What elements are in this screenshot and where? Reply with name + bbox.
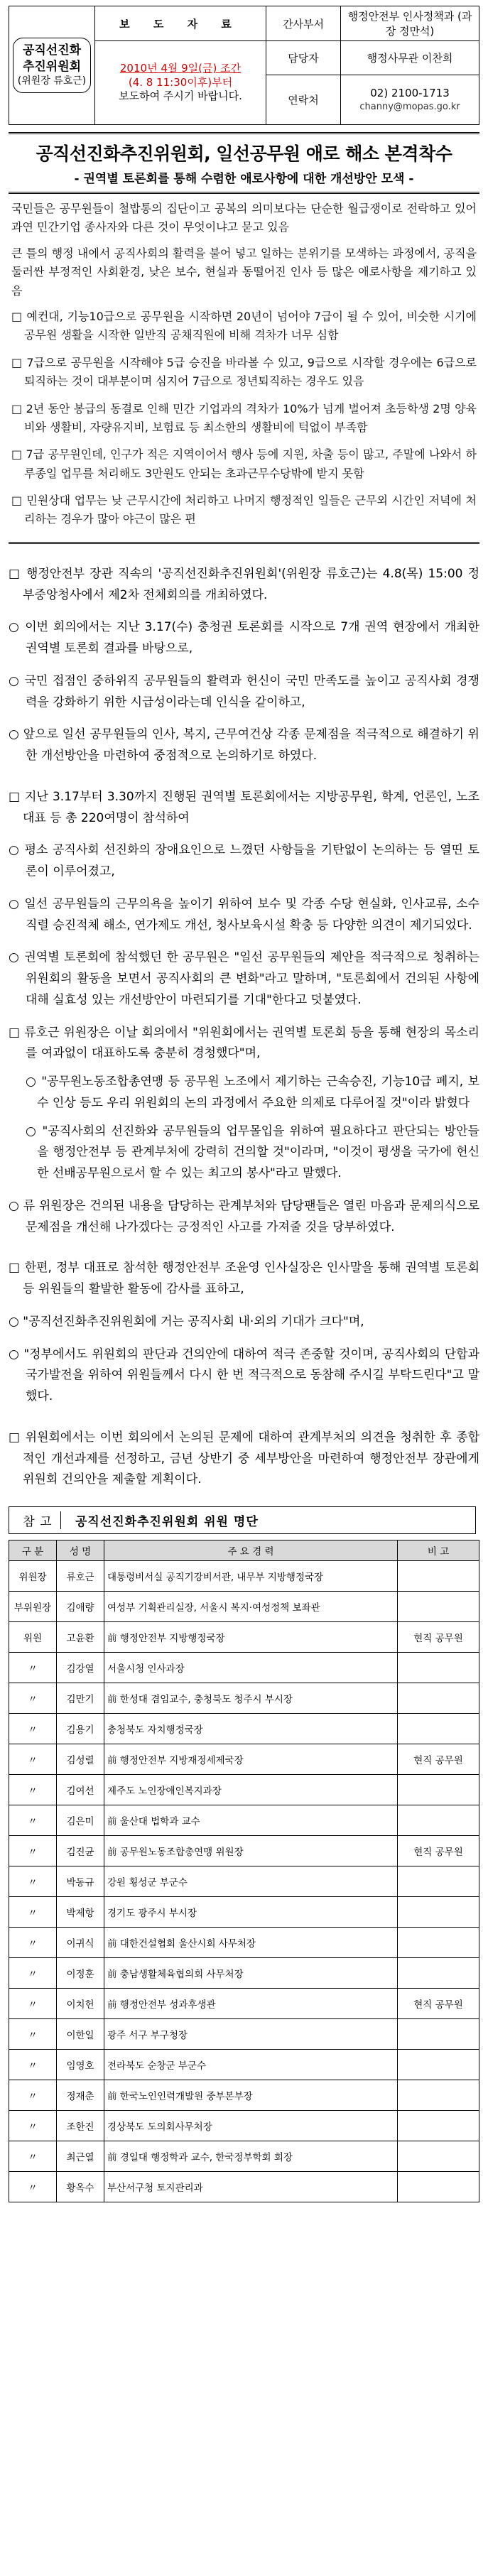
section-forums — [9, 787, 479, 1239]
member-role: 부위원장 — [9, 1592, 57, 1622]
member-name: 정재춘 — [57, 2080, 104, 2111]
member-career: 부산서구청 토지관리과 — [104, 2172, 398, 2202]
member-note — [398, 1805, 479, 1836]
seal-line1: 공직선진화 — [22, 43, 82, 58]
member-name: 김여선 — [57, 1775, 104, 1805]
member-career: 前 행정안전부 지방행정국장 — [104, 1622, 398, 1653]
member-note — [398, 2141, 479, 2172]
label-contact-person: 담당자 — [266, 41, 341, 75]
member-name: 이한일 — [57, 2019, 104, 2050]
member-table-header — [9, 1540, 479, 1561]
summary-bullet: □ 7급으로 공무원을 시작해야 5급 승진을 바라볼 수 있고, 9급으로 시작할 경우에는 6급으로 퇴직하는 것이 대부분이며 심지어 7급으로 정년퇴직하는 경우도 있음 — [11, 355, 477, 388]
member-note — [398, 2111, 479, 2141]
member-note: 현직 공무원 — [398, 1622, 479, 1653]
member-name: 김애량 — [57, 1592, 104, 1622]
member-role: 〃 — [9, 2050, 57, 2080]
member-name: 김용기 — [57, 1714, 104, 1744]
member-career: 경기도 광주시 부시장 — [104, 1897, 398, 1928]
member-career: 충청북도 자치행정국장 — [104, 1714, 398, 1744]
section-item: □ 류호근 위원장은 이날 회의에서 "위원회에서는 권역별 토론회 등을 통해 현장의 목소리를 여과없이 대표하도록 충분히 경청했다"며, — [9, 1025, 479, 1061]
member-career: 前 울산대 법학과 교수 — [104, 1805, 398, 1836]
member-note — [398, 1592, 479, 1622]
member-career: 前 충남생활체육협의회 사무처장 — [104, 1958, 398, 1989]
member-career: 前 행정안전부 지방재정세제국장 — [104, 1744, 398, 1775]
seal-line3: (위원장 류호근) — [17, 75, 87, 87]
member-role: 〃 — [9, 2141, 57, 2172]
member-role: 〃 — [9, 2019, 57, 2050]
member-role: 〃 — [9, 1989, 57, 2019]
summary-box — [9, 194, 479, 544]
member-note — [398, 1897, 479, 1928]
member-note — [398, 1683, 479, 1714]
table-row — [9, 1714, 479, 1744]
member-name: 류호근 — [57, 1561, 104, 1592]
member-career: 대통령비서실 공직기강비서관, 내무부 지방행정국장 — [104, 1561, 398, 1592]
member-name: 임영호 — [57, 2050, 104, 2080]
col-header: 구 분 — [9, 1540, 57, 1561]
table-row — [9, 1683, 479, 1714]
member-role: 위원 — [9, 1622, 57, 1653]
member-note — [398, 1714, 479, 1744]
page-subtitle: - 권역별 토론회를 통해 수렴한 애로사항에 대한 개선방안 모색 - — [74, 172, 414, 186]
table-row — [9, 1744, 479, 1775]
member-role: 〃 — [9, 2080, 57, 2111]
summary-paragraph: 국민들은 공무원들이 철밥통의 집단이고 공복의 의미보다는 단순한 월급쟁이로 전락하고 있어 과연 민간기업 종사자와 다른 것이 무엇이냐고 묻고 있음 — [11, 202, 477, 234]
summary-bullet: □ 7급 공무원인데, 인구가 적은 지역이어서 행사 등에 지원, 차출 등이 많고, 주말에 나와서 하루종일 업무를 처리해도 3만원도 안되는 초과근무수당밖에 받지 못함 — [11, 447, 477, 480]
member-name: 김만기 — [57, 1683, 104, 1714]
section-head: □ 지난 3.17부터 3.30까지 진행된 권역별 토론회에서는 지방공무원, 학계, 언론인, 노조대표 등 총 220여명이 참석하여 — [9, 789, 479, 825]
member-career: 강원 횡성군 부군수 — [104, 1866, 398, 1897]
table-row — [9, 2080, 479, 2111]
table-row — [9, 2172, 479, 2202]
member-table-body — [9, 1561, 479, 2202]
committee-seal — [9, 6, 95, 125]
section-subitem: ○ "공직사회의 선진화와 공무원들의 업무몰입을 위하여 필요하다고 판단되는 방안들을 행정안전부 등 관계부처에 강력히 건의할 것"이라며, "이것이 평생을 국가에 헌신한 선배공무원으로서 할 수 있는 최고의 봉사"라고 말했다. — [26, 1124, 479, 1181]
member-role: 〃 — [9, 1958, 57, 1989]
member-role: 〃 — [9, 1744, 57, 1775]
table-row — [9, 2111, 479, 2141]
col-header: 성 명 — [57, 1540, 104, 1561]
table-row — [9, 1592, 479, 1622]
member-note — [398, 1561, 479, 1592]
member-note — [398, 2080, 479, 2111]
section-head: □ 위원회에서는 이번 회의에서 논의된 문제에 대하여 관계부처의 의견을 청취한 후 종합적인 개선과제를 선정하고, 금년 상반기 중 세부방안을 마련하여 행정안전부 장관에게 위원회 건의안을 제출할 계획이다. — [9, 1430, 479, 1487]
member-role: 〃 — [9, 1805, 57, 1836]
member-role: 〃 — [9, 2172, 57, 2202]
committee-name-box — [13, 38, 92, 94]
member-career: 경상북도 도의회사무처장 — [104, 2111, 398, 2141]
table-row — [9, 1836, 479, 1866]
section-item: ○ "공직선진화추진위원회에 거는 공직사회 내·외의 기대가 크다"며, — [9, 1314, 364, 1329]
summary-bullet: □ 2년 동안 봉급의 동결로 인해 민간 기업과의 격차가 10%가 넘게 벌어져 초등학생 2명 양육비와 생활비, 자량유지비, 보험료 등 최소한의 생활비에 턱없이 부족함 — [11, 401, 477, 434]
value-contact — [341, 75, 479, 124]
table-row — [9, 2050, 479, 2080]
member-role: 〃 — [9, 1897, 57, 1928]
table-row — [9, 1897, 479, 1928]
member-career: 서울시청 인사과장 — [104, 1653, 398, 1683]
seal-line2: 추진위원회 — [22, 59, 82, 74]
header-table — [9, 6, 479, 125]
table-row — [9, 1653, 479, 1683]
embargo-line2: (4. 8 11:30이후)부터 — [128, 75, 233, 89]
member-career: 광주 서구 부구청장 — [104, 2019, 398, 2050]
member-role: 〃 — [9, 1714, 57, 1744]
member-career: 여성부 기획관리실장, 서울시 복지·여성정책 보좌관 — [104, 1592, 398, 1622]
member-note — [398, 1958, 479, 1989]
member-name: 김진균 — [57, 1836, 104, 1866]
member-role: 위원장 — [9, 1561, 57, 1592]
reference-title — [9, 1506, 476, 1534]
summary-bullet: □ 민원상대 업무는 낮 근무시간에 처리하고 나머지 행정적인 일들은 근무외 시간인 저녁에 처리하는 경우가 많아 야근이 많은 편 — [11, 494, 477, 526]
section-item: ○ 국민 접점인 중하위직 공무원들의 활력과 헌신이 국민 만족도를 높이고 공직사회 경쟁력을 강화하기 위한 시급성이라는데 인식을 같이하고, — [9, 673, 479, 710]
member-note: 현직 공무원 — [398, 1744, 479, 1775]
member-career: 前 한성대 겸임교수, 충청북도 청주시 부시장 — [104, 1683, 398, 1714]
table-row — [9, 1866, 479, 1897]
section-item: ○ "정부에서도 위원회의 판단과 건의안에 대하여 적극 존중할 것이며, 공직사회의 단합과 국가발전을 위하여 위원들께서 다시 한 번 적극적으로 동참해 주시길 부탁드린다"고 말했다. — [9, 1347, 479, 1404]
member-career: 前 대한건설협회 울산시회 사무처장 — [104, 1928, 398, 1958]
member-table — [9, 1540, 479, 2202]
member-note: 현직 공무원 — [398, 1836, 479, 1866]
member-name: 황옥수 — [57, 2172, 104, 2202]
table-row — [9, 1775, 479, 1805]
member-career: 제주도 노인장애인복지과장 — [104, 1775, 398, 1805]
member-name: 이치헌 — [57, 1989, 104, 2019]
member-note — [398, 2172, 479, 2202]
member-name: 최근열 — [57, 2141, 104, 2172]
member-name: 김은미 — [57, 1805, 104, 1836]
member-note — [398, 1653, 479, 1683]
member-role: 〃 — [9, 1866, 57, 1897]
member-role: 〃 — [9, 1683, 57, 1714]
table-row — [9, 1561, 479, 1592]
member-career: 前 경일대 행정학과 교수, 한국정부학회 회장 — [104, 2141, 398, 2172]
table-row — [9, 1805, 479, 1836]
section-government — [9, 1258, 479, 1408]
section-item: ○ 평소 공직사회 선진화의 장애요인으로 느꼈던 사항들을 기탄없이 논의하는 등 열띤 토론이 이루어졌고, — [9, 843, 479, 879]
value-contact-person: 행정사무관 이찬희 — [341, 41, 479, 75]
doc-type: 보 도 자 료 — [95, 6, 266, 41]
member-name: 조한진 — [57, 2111, 104, 2141]
col-header: 비 고 — [398, 1540, 479, 1561]
section-subitem: ○ "공무원노동조합총연맹 등 공무원 노조에서 제기하는 근속승진, 기능10급 폐지, 보수 인상 등도 우리 위원회의 논의 과정에서 주요한 의제로 다루어질 것"이라 밝혔다 — [26, 1075, 479, 1110]
member-name: 김강열 — [57, 1653, 104, 1683]
title-block — [9, 132, 479, 194]
table-row — [9, 1928, 479, 1958]
member-note — [398, 1928, 479, 1958]
section-item: ○ 류 위원장은 건의된 내용을 담당하는 관계부처와 담당팬들은 열린 마음과 문제의식으로 문제점을 개선해 나가겠다는 긍정적인 사고를 가져줄 것을 당부하였다. — [9, 1198, 479, 1234]
value-phone: 02) 2100-1713 — [370, 87, 450, 100]
summary-paragraph: 큰 틀의 행정 내에서 공직사회의 활력을 불어 넣고 일하는 분위기를 모색하는 과정에서, 공직을 둘러싼 부정적인 사회환경, 낮은 보수, 현실과 동떨어진 인사 등 많은 애로사항을 제기하고 있음 — [11, 246, 477, 298]
section-plan — [9, 1428, 479, 1491]
embargo-line3: 보도하여 주시기 바랍니다. — [119, 89, 242, 103]
member-name: 김성렬 — [57, 1744, 104, 1775]
member-career: 전라북도 순창군 부군수 — [104, 2050, 398, 2080]
embargo-line1: 2010년 4월 9일(금) 조간 — [119, 62, 242, 75]
table-row — [9, 2019, 479, 2050]
member-role: 〃 — [9, 1928, 57, 1958]
member-role: 〃 — [9, 2111, 57, 2141]
label-manager: 간사부서 — [266, 6, 341, 41]
member-career: 前 공무원노동조합총연맹 위원장 — [104, 1836, 398, 1866]
col-header: 주 요 경 력 — [104, 1540, 398, 1561]
section-item: ○ 일선 공무원들의 근무의욕을 높이기 위하여 보수 및 각종 수당 현실화, 인사교류, 소수직렬 승진적체 해소, 연가제도 개선, 청사보육시설 확충 등 다양한 의견이 제기되었다. — [9, 896, 479, 933]
table-row — [9, 1622, 479, 1653]
member-career: 前 행정안전부 성과후생관 — [104, 1989, 398, 2019]
table-row — [9, 1989, 479, 2019]
table-row — [9, 1958, 479, 1989]
reference-section — [9, 1506, 479, 2202]
member-note — [398, 2050, 479, 2080]
section-meeting — [9, 564, 479, 767]
member-note — [398, 1775, 479, 1805]
member-note — [398, 2019, 479, 2050]
member-note: 현직 공무원 — [398, 1989, 479, 2019]
section-item: ○ 이번 회의에서는 지난 3.17(수) 충청권 토론회를 시작으로 7개 권역 현장에서 개최한 권역별 토론회 결과를 바탕으로, — [9, 620, 479, 656]
summary-bullet: □ 예컨대, 기능10급으로 공무원을 시작하면 20년이 넘어야 7급이 될 수 있어, 비숫한 시기에 공무원 생활을 시작한 일반직 공채직원에 비해 격차가 너무 심함 — [11, 309, 477, 342]
section-item: ○ 권역별 토론회에 참석했던 한 공무원은 "일선 공무원들의 제안을 적극적으로 청취하는 위원회의 활동을 보면서 공직사회의 큰 변화"라고 말하며, "토론회에서 건의된 사항에 대해 실효성 있는 개선방안이 마련되기를 기대"한다고 덧붙였다. — [9, 950, 479, 1007]
member-name: 고윤환 — [57, 1622, 104, 1653]
table-row — [9, 2141, 479, 2172]
member-name: 박동규 — [57, 1866, 104, 1897]
value-email[interactable]: channy@mopas.go.kr — [359, 102, 460, 113]
page-title: 공직선진화추진위원회, 일선공무원 애로 해소 본격착수 — [36, 143, 452, 164]
section-item: ○ 앞으로 일선 공무원들의 인사, 복지, 근무여건상 각종 문제점을 적극적으로 해결하기 위한 개선방안을 마련하여 중점적으로 논의하기로 하였다. — [9, 727, 479, 763]
reference-label: 참 고 — [15, 1511, 61, 1529]
member-role: 〃 — [9, 1653, 57, 1683]
reference-heading: 공직선진화추진위원회 위원 명단 — [75, 1515, 259, 1530]
member-note — [398, 1866, 479, 1897]
label-contact: 연락처 — [266, 75, 341, 124]
press-release-page — [9, 6, 479, 2211]
section-head: □ 행정안전부 장관 직속의 '공직선진화추진위원회'(위원장 류호근)는 4.8(목) 15:00 정부중앙청사에서 제2차 전체회의를 개최하였다. — [9, 566, 480, 602]
embargo-notice — [95, 41, 266, 125]
member-name: 박제항 — [57, 1897, 104, 1928]
member-role: 〃 — [9, 1836, 57, 1866]
member-career: 前 한국노인인력개발원 중부본부장 — [104, 2080, 398, 2111]
member-name: 이귀식 — [57, 1928, 104, 1958]
section-head: □ 한편, 정부 대표로 참석한 행정안전부 조윤영 인사실장은 인사말을 통해 권역별 토론회 등 위원들의 활발한 활동에 감사를 표하고, — [9, 1261, 479, 1297]
value-manager: 행정안전부 인사정책과 (과장 정만석) — [341, 6, 479, 41]
member-role: 〃 — [9, 1775, 57, 1805]
member-name: 이정훈 — [57, 1958, 104, 1989]
